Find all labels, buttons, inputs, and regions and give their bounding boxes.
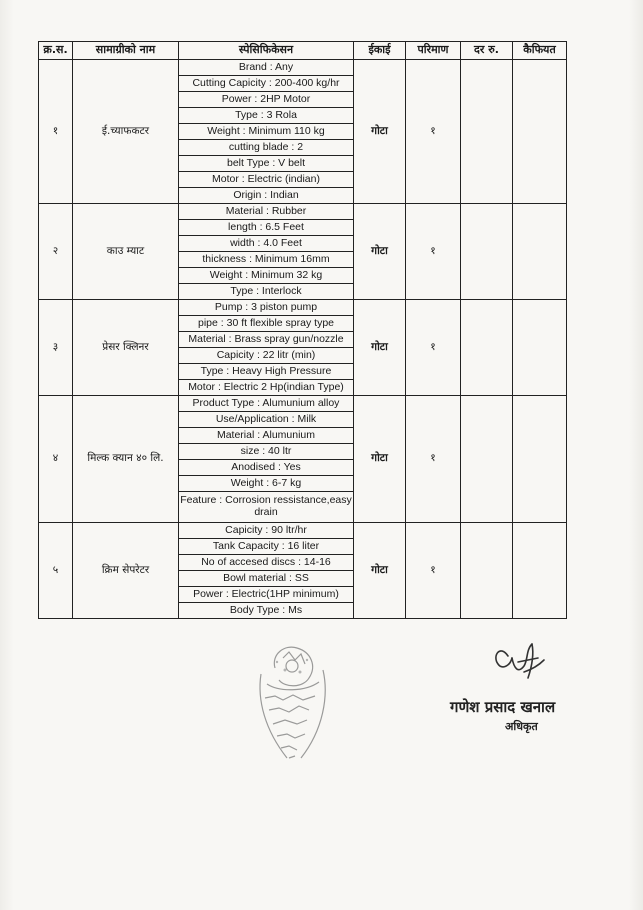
spec-cell: Motor : Electric 2 Hp(indian Type)	[179, 380, 354, 396]
spec-cell: Use/Application : Milk	[179, 412, 354, 428]
spec-cell: Material : Brass spray gun/nozzle	[179, 332, 354, 348]
spec-cell: Tank Capacity : 16 liter	[179, 539, 354, 555]
spec-cell: Capicity : 22 litr (min)	[179, 348, 354, 364]
spec-cell: Body Type : Ms	[179, 603, 354, 619]
item-rate	[461, 300, 513, 396]
header-specification: स्पेसिफिकेसन	[179, 42, 354, 60]
spec-cell: Power : 2HP Motor	[179, 92, 354, 108]
table-row	[39, 396, 567, 412]
item-name: क्रिम सेपरेटर	[73, 523, 179, 619]
spec-cell: Cutting Capicity : 200-400 kg/hr	[179, 76, 354, 92]
item-remarks	[513, 204, 567, 300]
item-serial: ४	[39, 396, 73, 523]
item-remarks	[513, 60, 567, 204]
table-row	[39, 60, 567, 76]
specification-table	[38, 41, 567, 619]
table-row	[39, 300, 567, 316]
header-item-name: सामाग्रीको नाम	[73, 42, 179, 60]
item-serial: २	[39, 204, 73, 300]
spec-cell: Material : Rubber	[179, 204, 354, 220]
table-header-row	[39, 42, 567, 60]
spec-cell: Type : Interlock	[179, 284, 354, 300]
spec-cell: Weight : 6-7 kg	[179, 476, 354, 492]
table-row	[39, 523, 567, 539]
item-name: प्रेसर क्लिनर	[73, 300, 179, 396]
spec-cell: belt Type : V belt	[179, 156, 354, 172]
item-unit: गोटा	[354, 60, 406, 204]
item-remarks	[513, 396, 567, 523]
spec-cell: Brand : Any	[179, 60, 354, 76]
spec-cell: Type : 3 Rola	[179, 108, 354, 124]
spec-cell: Weight : Minimum 110 kg	[179, 124, 354, 140]
header-rate: दर रु.	[461, 42, 513, 60]
spec-cell: Capicity : 90 ltr/hr	[179, 523, 354, 539]
item-quantity: १	[406, 300, 461, 396]
signature-icon	[488, 636, 548, 686]
header-unit: ईकाई	[354, 42, 406, 60]
signatory-title: अधिकृत	[505, 720, 538, 733]
spec-cell: width : 4.0 Feet	[179, 236, 354, 252]
spec-cell: Origin : Indian	[179, 188, 354, 204]
spec-cell: Anodised : Yes	[179, 460, 354, 476]
table-row	[39, 204, 567, 220]
item-rate	[461, 523, 513, 619]
office-stamp-icon	[245, 640, 340, 770]
spec-cell: pipe : 30 ft flexible spray type	[179, 316, 354, 332]
spec-cell: Feature : Corrosion ressistance,easy drain	[179, 492, 354, 523]
spec-cell: length : 6.5 Feet	[179, 220, 354, 236]
item-quantity: १	[406, 60, 461, 204]
spec-cell: Type : Heavy High Pressure	[179, 364, 354, 380]
spec-cell: Material : Alumunium	[179, 428, 354, 444]
item-remarks	[513, 300, 567, 396]
item-rate	[461, 396, 513, 523]
item-unit: गोटा	[354, 396, 406, 523]
item-name: ई.च्याफकटर	[73, 60, 179, 204]
item-name: मिल्क क्यान ४० लि.	[73, 396, 179, 523]
spec-cell: No of accesed discs : 14-16	[179, 555, 354, 571]
item-rate	[461, 60, 513, 204]
spec-cell: size : 40 ltr	[179, 444, 354, 460]
spec-cell: Power : Electric(1HP minimum)	[179, 587, 354, 603]
item-remarks	[513, 523, 567, 619]
item-rate	[461, 204, 513, 300]
spec-cell: cutting blade : 2	[179, 140, 354, 156]
spec-cell: Pump : 3 piston pump	[179, 300, 354, 316]
item-serial: ५	[39, 523, 73, 619]
item-quantity: १	[406, 523, 461, 619]
header-quantity: परिमाण	[406, 42, 461, 60]
item-unit: गोटा	[354, 523, 406, 619]
item-unit: गोटा	[354, 300, 406, 396]
item-serial: १	[39, 60, 73, 204]
item-quantity: १	[406, 396, 461, 523]
item-name: काउ म्याट	[73, 204, 179, 300]
item-serial: ३	[39, 300, 73, 396]
signatory-name: गणेश प्रसाद खनाल	[450, 698, 556, 716]
item-quantity: १	[406, 204, 461, 300]
spec-cell: Bowl material : SS	[179, 571, 354, 587]
header-remarks: कैफियत	[513, 42, 567, 60]
spec-cell: thickness : Minimum 16mm	[179, 252, 354, 268]
spec-cell: Product Type : Alumunium alloy	[179, 396, 354, 412]
spec-cell: Weight : Minimum 32 kg	[179, 268, 354, 284]
spec-cell: Motor : Electric (indian)	[179, 172, 354, 188]
item-unit: गोटा	[354, 204, 406, 300]
table-body	[39, 60, 567, 619]
header-serial: क्र.स.	[39, 42, 73, 60]
